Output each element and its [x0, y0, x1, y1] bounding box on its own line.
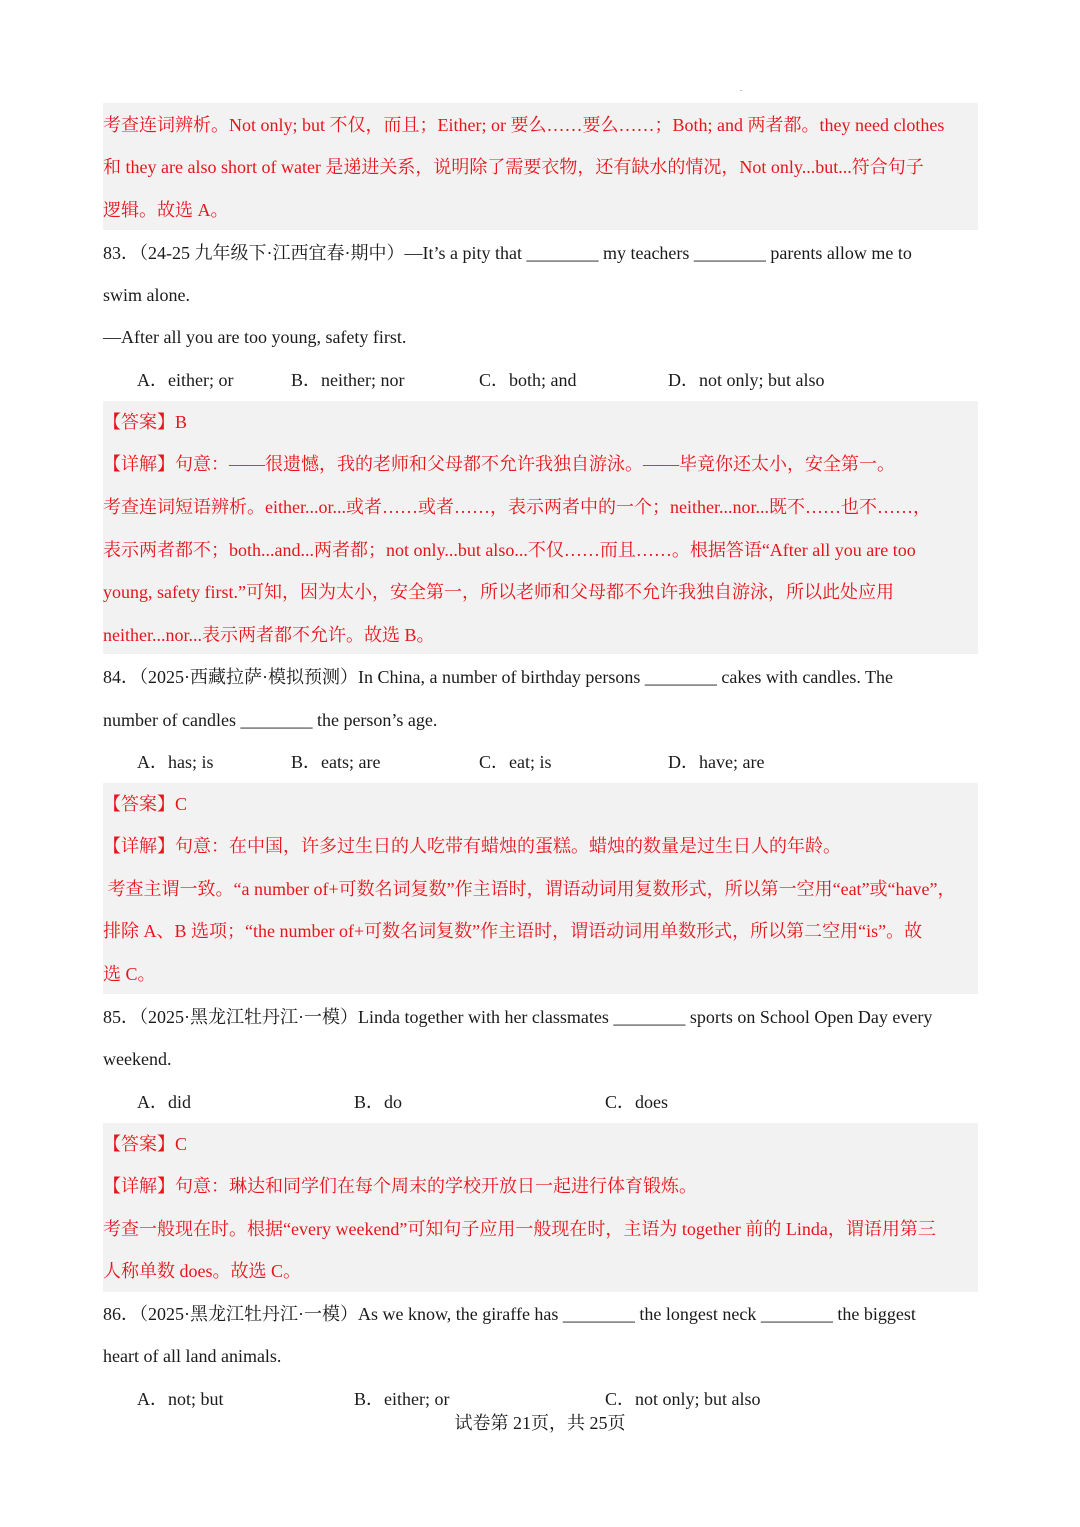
q86-option-a: A．not; but [137, 1389, 224, 1409]
q83-detail-line: 【详解】句意：——很遗憾，我的老师和父母都不允许我独自游泳。——毕竟你还太小，安全第一。 [103, 454, 895, 474]
q83-stem-line: —After all you are too young, safety first. [103, 327, 407, 347]
q84-stem-line: number of candles ________ the person’s age. [103, 710, 438, 730]
q83-option-b: B．neither; nor [291, 370, 405, 390]
q86-option-b: B．either; or [354, 1389, 450, 1409]
q84-option-b: B．eats; are [291, 752, 381, 772]
q84-option-c: C．eat; is [479, 752, 552, 772]
q84-option-a: A．has; is [137, 752, 214, 772]
q85-stem-line: weekend. [103, 1049, 172, 1069]
q85-stem-line: 85．（2025·黑龙江牡丹江·一模）Linda together with her classmates ________ sports on School Open Day every [103, 1007, 933, 1027]
q86-stem-line: heart of all land animals. [103, 1346, 282, 1366]
q84-detail-line: 【详解】句意：在中国，许多过生日的人吃带有蜡烛的蛋糕。蜡烛的数量是过生日人的年龄。 [103, 836, 841, 856]
q85-option-b: B．do [354, 1092, 403, 1112]
q85-answer: 【答案】C [103, 1134, 188, 1154]
q83-option-a: A．either; or [137, 370, 234, 390]
q85-option-c: C．does [605, 1092, 668, 1112]
q83-detail-line: young, safety first.”可知，因为太小，安全第一，所以老师和父母都不允许我独自游泳，所以此处应用 [103, 582, 894, 602]
q84-detail-line: 考查主谓一致。“a number of+可数名词复数”作主语时，谓语动词用复数形式，所以第一空用“eat”或“have”， [103, 879, 956, 899]
q83-option-d: D．not only; but also [668, 370, 825, 390]
q84-option-d: D．have; are [668, 752, 765, 772]
explanation-line: 逻辑。故选 A。 [103, 200, 229, 220]
page-speck [740, 90, 742, 91]
q83-detail-line: neither...nor...表示两者都不允许。故选 B。 [103, 625, 435, 645]
explanation-line: 考查连词辨析。Not only; but 不仅，而且；Either; or 要么……要么……；Both; and 两者都。they need clothes [103, 115, 945, 135]
q84-detail-line: 排除 A、B 选项；“the number of+可数名词复数”作主语时，谓语动词用单数形式，所以第二空用“is”。故 [103, 921, 923, 941]
q84-detail-line: 选 C。 [103, 964, 156, 984]
explanation-line: 和 they are also short of water 是递进关系，说明除了需要衣物，还有缺水的情况，Not only...but...符合句子 [103, 157, 924, 177]
q84-stem-line: 84．（2025·西藏拉萨·模拟预测）In China, a number of birthday persons ________ cakes with candles. The [103, 667, 894, 687]
q86-stem-line: 86．（2025·黑龙江牡丹江·一模）As we know, the giraffe has ________ the longest neck ________ the biggest [103, 1304, 916, 1324]
q83-detail-line: 考查连词短语辨析。either...or...或者……或者……，表示两者中的一个；neither...nor...既不……也不……， [103, 497, 931, 517]
q83-stem-line: swim alone. [103, 285, 190, 305]
q85-detail-line: 【详解】句意：琳达和同学们在每个周末的学校开放日一起进行体育锻炼。 [103, 1176, 697, 1196]
q84-answer: 【答案】C [103, 794, 188, 814]
q83-detail-line: 表示两者都不；both...and...两者都；not only...but also...不仅……而且……。根据答语“After all you are too [103, 540, 916, 560]
q83-answer: 【答案】B [103, 412, 188, 432]
q86-option-c: C．not only; but also [605, 1389, 761, 1409]
q83-answer-box [103, 401, 978, 654]
page-footer: 试卷第 21页，共 25页 [454, 1413, 626, 1433]
q83-stem-line: 83．（24-25 九年级下·江西宜春·期中）—It’s a pity that ________ my teachers ________ parents allow me to [103, 243, 912, 263]
q85-detail-line: 人称单数 does。故选 C。 [103, 1261, 301, 1281]
q85-detail-line: 考查一般现在时。根据“every weekend”可知句子应用一般现在时，主语为 together 前的 Linda，谓语用第三 [103, 1219, 936, 1239]
q83-option-c: C．both; and [479, 370, 577, 390]
q85-option-a: A．did [137, 1092, 191, 1112]
